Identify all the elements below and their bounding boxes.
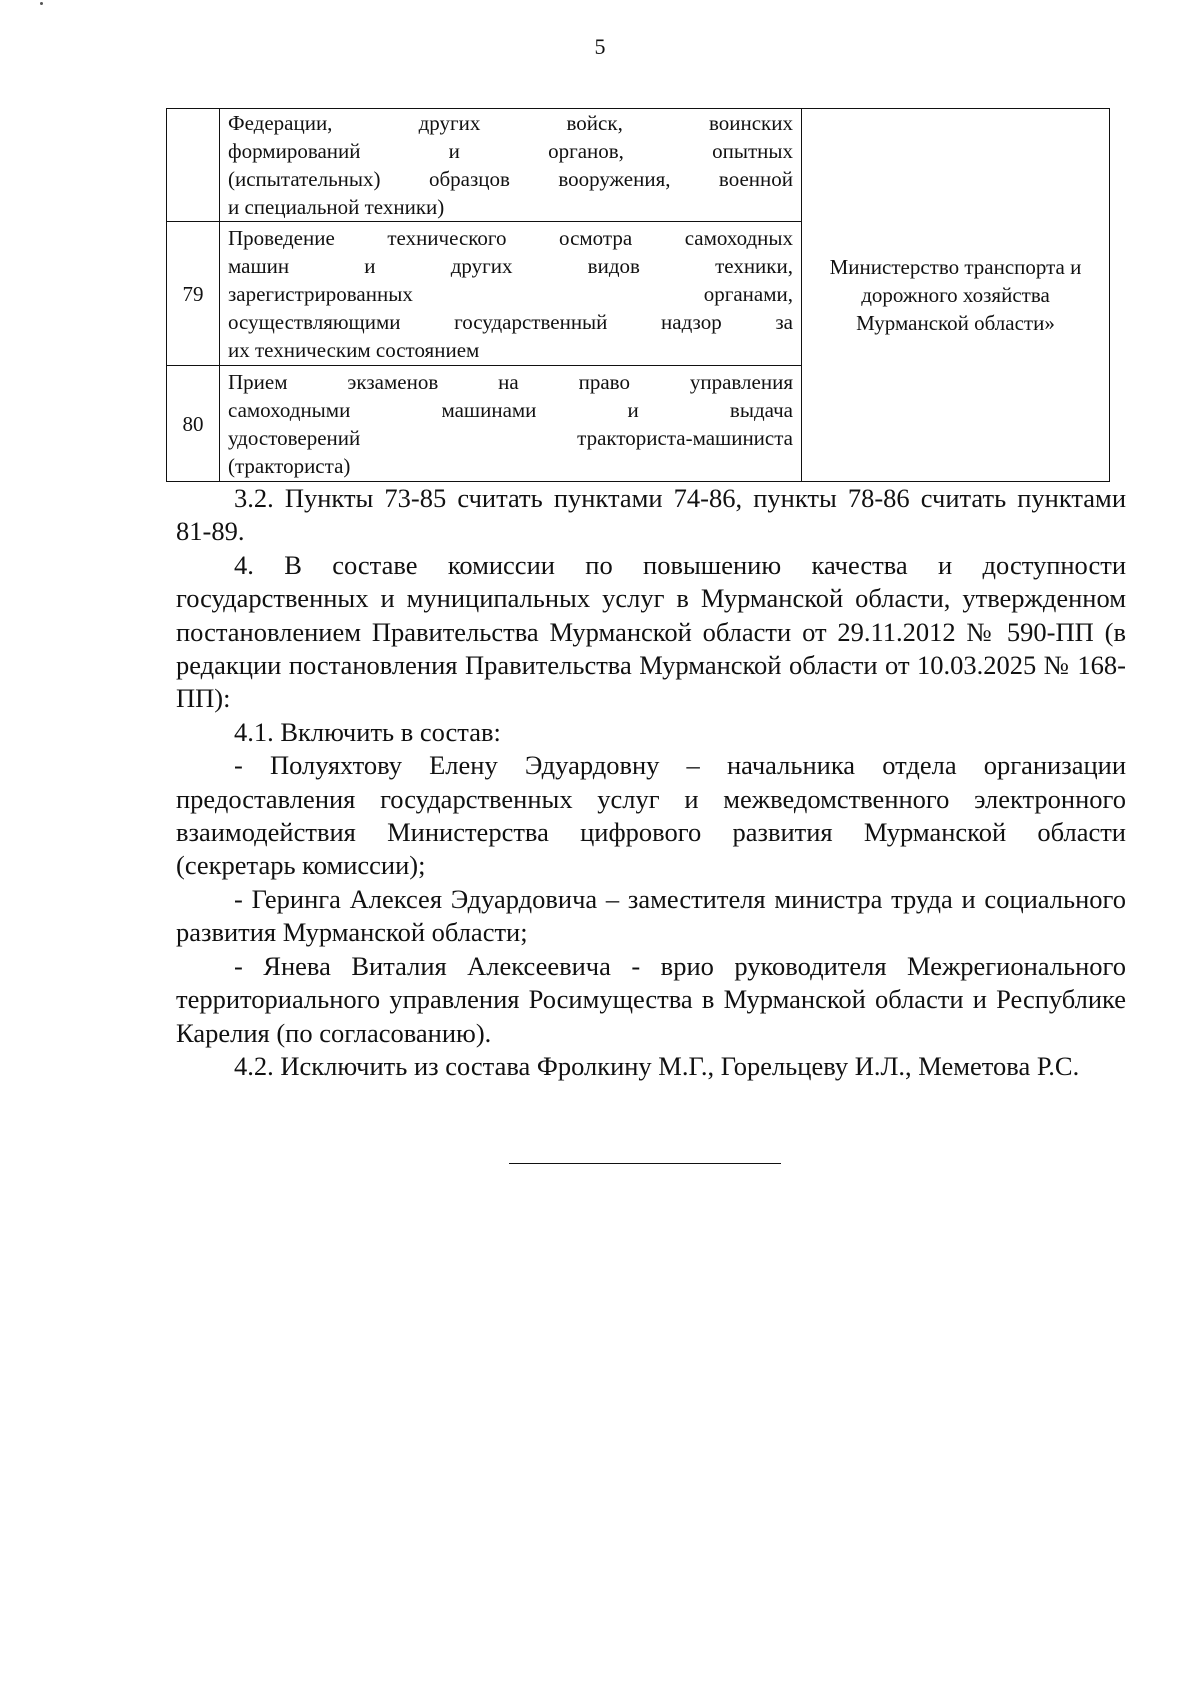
description-line: (тракториста) [228,453,351,478]
description-line: осуществляющими государственный надзор за [228,309,793,334]
service-description [220,366,802,482]
description-line: их техническим состоянием [228,337,480,362]
paragraph-include-member-2: - Геринга Алексея Эдуардовича – заместителя министра труда и социального развития Мурманской области; [176,883,1126,948]
description-line: зарегистрированных органами, [228,281,793,306]
paragraph-include-member-1: - Полуяхтову Елену Эдуардовну – начальника отдела организации предоставления государственных услуг и межведомственного электронного взаимодействия Министерства цифрового развития Мурманской области (секретарь комиссии); [176,750,1126,881]
page-number: 5 [594,34,606,59]
description-line: самоходными машинами и выдача [228,397,793,422]
responsible-organization [802,109,1110,482]
row-number: 80 [167,366,220,482]
paragraph-4: 4. В составе комиссии по повышению качества и доступности государственных и муниципальных услуг в Мурманской области, утвержденном постановлением Правительства Мурманской области от 29.11.2012 № 590-ПП (в редакции постановления Правительства Мурманской области от 10.03.2025 № 168-ПП): [176,549,1126,714]
description-line: Проведение технического осмотра самоходных [228,225,793,250]
paragraph-4-1: 4.1. Включить в состав: [234,716,501,747]
paragraph-include-member-3: - Янева Виталия Алексеевича - врио руководителя Межрегионального территориального управления Росимущества в Мурманской области и Республике Карелия (по согласованию). [176,950,1126,1048]
paragraph-4-2: 4.2. Исключить из состава Фролкину М.Г., Горельцеву И.Л., Меметова Р.С. [234,1050,1080,1081]
services-table [166,108,1110,482]
end-of-document-rule [509,1163,781,1164]
description-line: машин и других видов техники, [228,253,793,278]
service-description [220,109,802,222]
description-line: Федерации, других войск, воинских [228,111,793,135]
row-number [167,109,220,222]
organization-line: Мурманской области» [856,311,1055,335]
description-line: удостоверений тракториста-машиниста [228,425,793,450]
description-line: и специальной техники) [228,195,445,219]
description-line: (испытательных) образцов вооружения, военной [228,167,793,191]
table-row [167,109,1110,222]
service-description [220,222,802,366]
description-line: формирований и органов, опытных [228,139,793,163]
paragraph-3-2: 3.2. Пункты 73-85 считать пунктами 74-86, пункты 78-86 считать пунктами 81-89. [176,483,1126,547]
description-line: Прием экзаменов на право управления [228,369,793,394]
document-body [176,482,1126,1083]
scan-speck [40,2,43,5]
organization-line: Министерство транспорта и [829,255,1082,279]
row-number: 79 [167,222,220,366]
organization-line: дорожного хозяйства [861,283,1050,307]
